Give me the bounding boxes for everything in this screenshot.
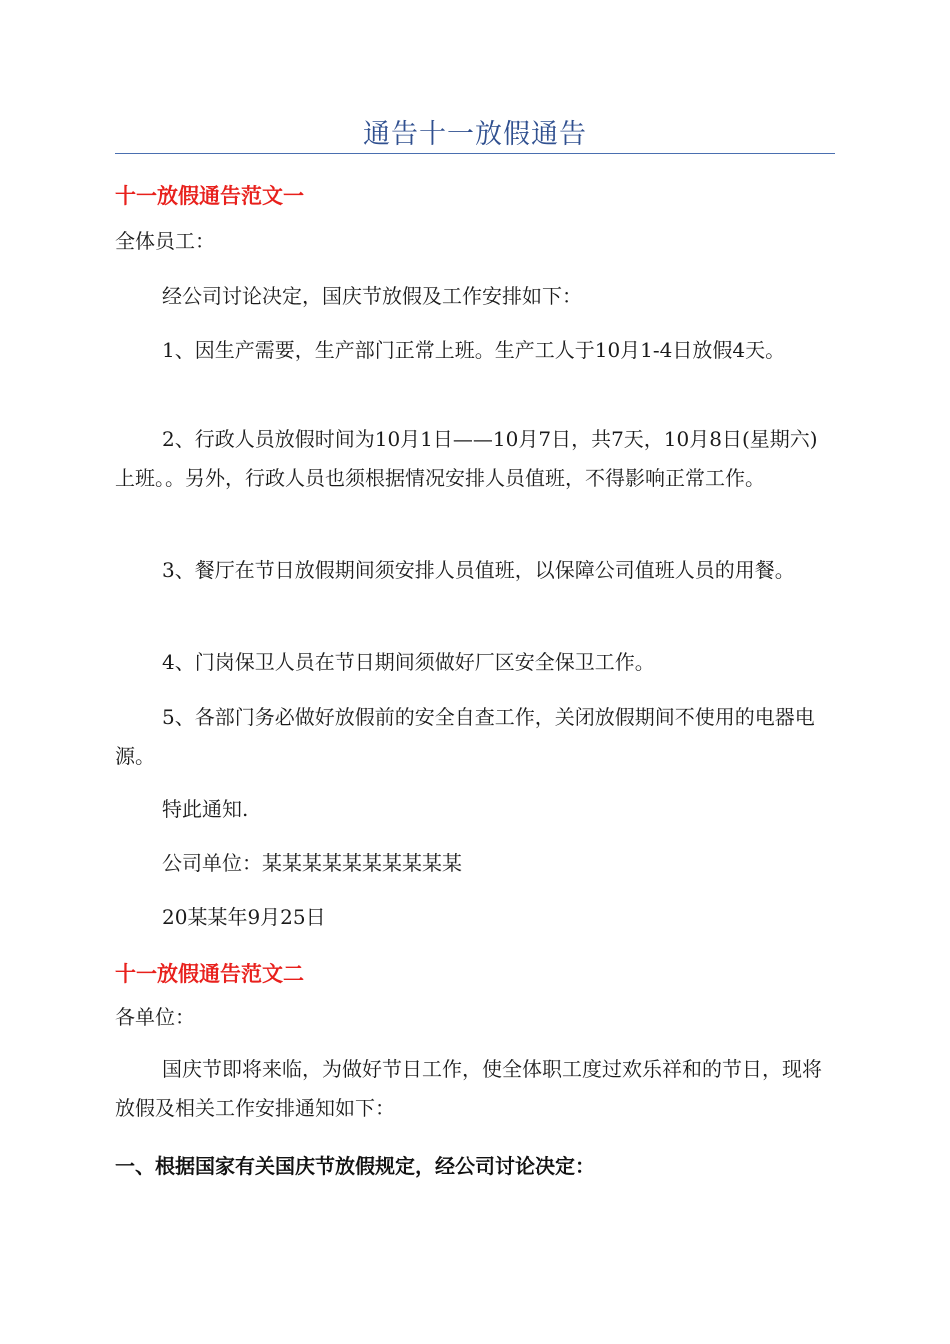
section1-salutation: 全体员工：	[115, 229, 215, 253]
section1-heading: 十一放假通告范文一	[115, 184, 304, 208]
section2-subheading: 一、根据国家有关国庆节放假规定，经公司讨论决定：	[115, 1154, 595, 1178]
section1-company: 公司单位：某某某某某某某某某某	[162, 851, 462, 875]
section1-item5: 5、各部门务必做好放假前的安全自查工作，关闭放假期间不使用的电器电源。	[115, 705, 815, 768]
document-title: 通告十一放假通告	[363, 119, 587, 150]
section1-closing: 特此通知.	[162, 797, 249, 821]
section1-item1: 1、因生产需要，生产部门正常上班。生产工人于10月1-4日放假4天。	[162, 338, 786, 362]
section1-item3: 3、餐厅在节日放假期间须安排人员值班，以保障公司值班人员的用餐。	[162, 558, 795, 582]
section1-item4: 4、门岗保卫人员在节日期间须做好厂区安全保卫工作。	[162, 650, 655, 674]
section2-salutation: 各单位：	[115, 1005, 195, 1029]
section1-intro: 经公司讨论决定，国庆节放假及工作安排如下：	[162, 284, 582, 308]
section1-item2: 2、行政人员放假时间为10月1日——10月7日，共7天，10月8日(星期六)上班。。另外，行政人员也须根据情况安排人员值班，不得影响正常工作。	[115, 427, 818, 490]
section1-date: 20某某年9月25日	[162, 905, 326, 929]
section2-intro: 国庆节即将来临，为做好节日工作，使全体职工度过欢乐祥和的节日，现将放假及相关工作安排通知如下：	[115, 1057, 822, 1120]
title-underline	[115, 153, 835, 154]
section2-heading: 十一放假通告范文二	[115, 962, 304, 986]
